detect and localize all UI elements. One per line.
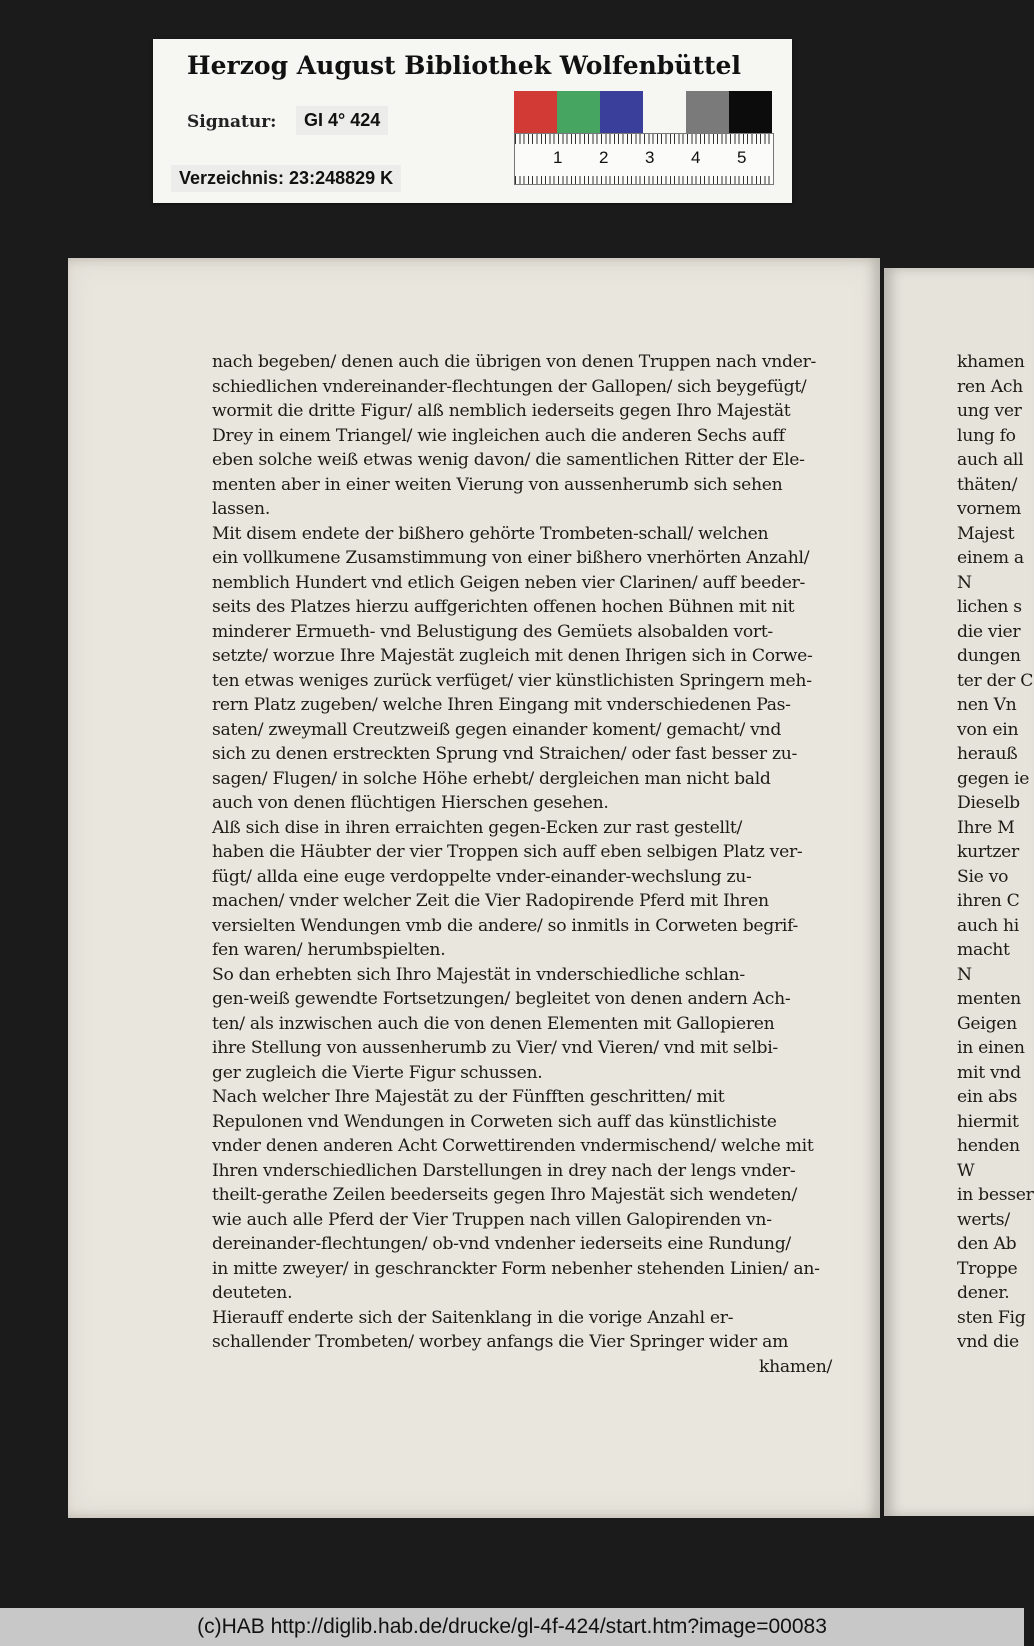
text-line: theilt-gerathe Zeilen beederseits gegen Ihro Majestät sich wendeten/	[212, 1185, 797, 1205]
text-line: Majest	[957, 523, 1015, 544]
measurement-ruler	[514, 133, 774, 185]
text-line: Repulonen vnd Wendungen in Corweten sich auff das künstlichiste	[212, 1111, 777, 1132]
text-line: N	[957, 964, 972, 985]
text-line: seits des Platzes hierzu auffgerichten offenen hochen Bühnen mit nit	[212, 597, 795, 617]
text-line: schiedlichen vndereinander-flechtungen der Gallopen/ sich beygefügt/	[212, 376, 807, 397]
ruler-number: 4	[691, 148, 701, 167]
ruler-number: 2	[599, 148, 609, 167]
text-line: in einen	[957, 1038, 1025, 1058]
color-swatch	[557, 91, 600, 133]
text-line: setzte/ worzue Ihre Majestät zugleich mit denen Ihrigen sich in Corwe-	[212, 646, 813, 666]
text-line: vnder denen anderen Acht Corwettirenden vndermischend/ welche mit	[212, 1136, 814, 1156]
ruler-number: 5	[737, 148, 747, 167]
text-line: nen Vn	[957, 695, 1017, 715]
text-line: Ihre M	[957, 817, 1015, 838]
text-line: sagen/ Flugen/ in solche Höhe erhebt/ dergleichen man nicht bald	[212, 768, 771, 789]
text-line: ten etwas weniges zurück verfüget/ vier künstlichisten Springern meh-	[212, 670, 812, 691]
text-line: Alß sich dise in ihren erraichten gegen-Ecken zur rast gestellt/	[212, 817, 742, 838]
text-line: Hierauff enderte sich der Saitenklang in die vorige Anzahl er-	[212, 1307, 734, 1328]
catchword: khamen/	[759, 1356, 832, 1377]
text-line: Mit disem endete der bißhero gehörte Trombeten-schall/ welchen	[212, 523, 769, 544]
text-line: werts/	[957, 1209, 1010, 1230]
color-swatch	[600, 91, 643, 133]
text-line: menten	[957, 989, 1021, 1009]
text-line: ihren C	[957, 891, 1020, 911]
text-line: ein abs	[957, 1087, 1018, 1107]
text-line: henden	[957, 1136, 1020, 1156]
text-line: den Ab	[957, 1234, 1017, 1254]
text-line: von ein	[957, 719, 1019, 740]
text-line: wie auch alle Pferd der Vier Truppen nach villen Galopirenden vn-	[212, 1209, 772, 1230]
signatur-value: GI 4° 424	[296, 106, 388, 135]
text-line: Sie vo	[957, 866, 1009, 887]
text-line: Dieselb	[957, 793, 1020, 813]
text-line: sich zu denen erstreckten Sprung vnd Straichen/ oder fast besser zu-	[212, 744, 798, 764]
text-line: gegen ie	[957, 768, 1030, 789]
text-line: machen/ vnder welcher Zeit die Vier Radopirende Pferd mit Ihren	[212, 891, 769, 911]
text-line: dungen	[957, 646, 1021, 666]
color-swatch	[643, 91, 686, 133]
ruler-ticks-top	[515, 134, 773, 144]
text-line: Ihren vnderschiedlichen Darstellungen in drey nach der lengs vnder-	[212, 1160, 796, 1181]
text-line: versielten Wendungen vmb die andere/ so inmitls in Corweten begrif-	[212, 915, 799, 936]
text-line: ein vollkumene Zusamstimmung von einer bißhero vnerhörten Anzahl/	[212, 548, 810, 568]
text-line: Nach welcher Ihre Majestät zu der Fünfften geschritten/ mit	[212, 1087, 725, 1107]
text-line: fen waren/ herumbspielten.	[212, 940, 446, 960]
text-line: rern Platz zugeben/ welche Ihren Eingang mit vnderschiedenen Pas-	[212, 695, 791, 715]
text-line: mit vnd	[957, 1062, 1021, 1083]
text-line: lassen.	[212, 499, 270, 519]
text-line: ten/ als inzwischen auch die von denen Elementen mit Gallopieren	[212, 1013, 775, 1034]
text-line: hiermit	[957, 1111, 1019, 1132]
text-line: nach begeben/ denen auch die übrigen von denen Truppen nach vnder-	[212, 352, 817, 372]
text-line: dener.	[957, 1283, 1010, 1303]
text-line: nemblich Hundert vnd etlich Geigen neben vier Clarinen/ auff beeder-	[212, 572, 805, 593]
text-line: N	[957, 572, 972, 593]
text-line: Troppe	[957, 1258, 1018, 1279]
text-line: dereinander-flechtungen/ ob-vnd vndenher iederseits eine Rundung/	[212, 1234, 791, 1254]
text-line: einem a	[957, 548, 1024, 568]
text-line: kurtzer	[957, 842, 1019, 862]
text-line: lung fo	[957, 425, 1016, 446]
text-line: menten aber in einer weiten Vierung von aussenherumb sich sehen	[212, 474, 783, 495]
text-line: wormit die dritte Figur/ alß nemblich iederseits gegen Ihro Majestät	[212, 401, 791, 421]
ruler-number: 3	[645, 148, 655, 167]
text-line: gen-weiß gewendte Fortsetzungen/ begleitet von denen andern Ach-	[212, 989, 791, 1009]
text-line: haben die Häubter der vier Troppen sich auff eben selbigen Platz ver-	[212, 842, 803, 862]
text-line: saten/ zweymall Creutzweiß gegen einander koment/ gemacht/ vnd	[212, 719, 782, 740]
color-swatch	[686, 91, 729, 133]
text-line: Drey in einem Triangel/ wie ingleichen auch die anderen Sechs auff	[212, 425, 785, 446]
text-line: deuteten.	[212, 1283, 293, 1303]
text-line: macht	[957, 940, 1010, 960]
text-line: auch von denen flüchtigen Hierschen gesehen.	[212, 793, 609, 813]
text-line: So dan erhebten sich Ihro Majestät in vnderschiedliche schlan-	[212, 964, 745, 985]
text-line: W	[957, 1160, 975, 1181]
text-line: thäten/	[957, 474, 1018, 495]
library-name: Herzog August Bibliothek Wolfenbüttel	[187, 51, 741, 80]
text-line: die vier	[957, 621, 1021, 642]
color-swatch	[729, 91, 772, 133]
text-line: fügt/ allda eine euge verdoppelte vnder-einander-wechslung zu-	[212, 866, 752, 887]
text-line: herauß	[957, 744, 1018, 764]
text-line: vornem	[957, 499, 1022, 519]
color-swatch	[514, 91, 557, 133]
text-line: ger zugleich die Vierte Figur schussen.	[212, 1062, 543, 1083]
ruler-ticks-bottom	[515, 176, 773, 184]
text-line: Geigen	[957, 1013, 1017, 1034]
library-label-card	[153, 39, 792, 203]
text-line: eben solche weiß etwas wenig davon/ die samentlichen Ritter der Ele-	[212, 450, 805, 470]
text-line: ter der C	[957, 670, 1034, 691]
signatur-label: Signatur:	[187, 112, 277, 132]
text-line: ung ver	[957, 401, 1022, 421]
text-line: in besser	[957, 1185, 1034, 1205]
right-page-text	[957, 350, 1034, 1355]
text-line: sten Fig	[957, 1307, 1026, 1328]
text-line: in mitte zweyer/ in geschranckter Form nebenher stehenden Linien/ an-	[212, 1258, 820, 1279]
copyright-footer: (c)HAB http://diglib.hab.de/drucke/gl-4f-424/start.htm?image=00083	[0, 1608, 1024, 1646]
text-line: lichen s	[957, 597, 1022, 617]
ruler-number: 1	[553, 148, 563, 167]
text-line: khamen	[957, 352, 1025, 372]
text-line: auch all	[957, 450, 1024, 470]
text-line: auch hi	[957, 915, 1019, 936]
main-page-text	[212, 350, 832, 1379]
verzeichnis-label: Verzeichnis: 23:248829 K	[171, 165, 401, 192]
text-line: minderer Ermueth- vnd Belustigung des Gemüets alsobalden vort-	[212, 621, 773, 642]
color-calibration-chart	[514, 91, 772, 133]
text-line: ren Ach	[957, 376, 1023, 397]
text-line: schallender Trombeten/ worbey anfangs die Vier Springer wider am	[212, 1332, 789, 1352]
text-line: ihre Stellung von aussenherumb zu Vier/ vnd Vieren/ vnd mit selbi-	[212, 1038, 778, 1058]
text-line: vnd die	[957, 1332, 1019, 1352]
